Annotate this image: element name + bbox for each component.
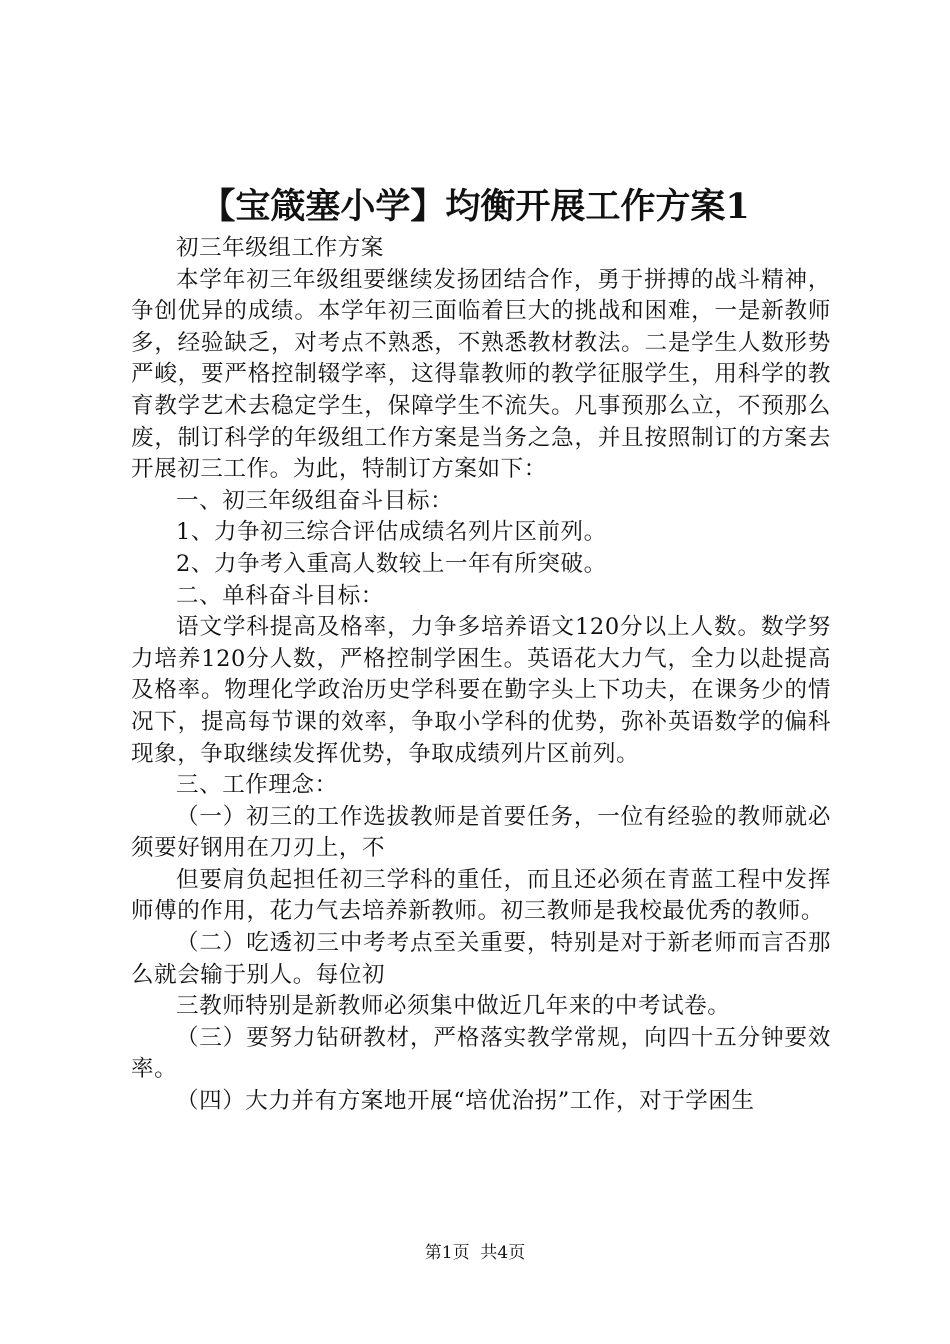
paragraph: 一、初三年级组奋斗目标： — [176, 487, 454, 514]
paragraph: （二）吃透初三中考考点至关重要，特别是对于新老师而言否那么就会输于别人。每位初 — [131, 930, 831, 988]
paragraph: 本学年初三年级组要继续发扬团结合作，勇于拼搏的战斗精神，争创优异的成绩。本学年初三面临着巨大的挑战和困难，一是新教师多，经验缺乏，对考点不熟悉，不熟悉教材教法。二是学生人数形势严峻，要严格控制辍学率，这得靠教师的教学征服学生，用科学的教育教学艺术去稳定学生，保障学生不流失。凡事预那么立，不预那么废，制订科学的年级组工作方案是当务之急，并且按照制订的方案去开展初三工作。为此，特制订方案如下： — [131, 266, 831, 483]
page-total: 共4页 — [480, 1243, 526, 1263]
paragraph: 三教师特别是新教师必须集中做近几年来的中考试卷。 — [176, 993, 731, 1020]
document-title: 【宝箴塞小学】均衡开展工作方案1 — [200, 186, 750, 227]
paragraph: 语文学科提高及格率，力争多培养语文120分以上人数。数学努力培养120分人数，严格控制学困生。英语花大力气，全力以赴提高及格率。物理化学政治历史学科要在勤字头上下功夫，在课务少的情况下，提高每节课的效率，争取小学科的优势，弥补英语数学的偏科现象，争取继续发挥优势，争取成绩列片区前列。 — [131, 614, 831, 767]
paragraph: （三）要努力钻研教材，严格落实教学常规，向四十五分钟要效率。 — [131, 1024, 831, 1083]
paragraph: 初三年级组工作方案 — [176, 235, 384, 261]
page-footer — [0, 1241, 950, 1265]
page-number: 第1页 — [424, 1243, 470, 1263]
paragraph: （四）大力并有方案地开展“培优治拐”工作，对于学困生 — [176, 1088, 755, 1115]
paragraph: 2、力争考入重高人数较上一年有所突破。 — [176, 550, 607, 577]
document-body — [131, 233, 831, 1118]
paragraph: 二、单科奋斗目标： — [176, 582, 384, 609]
paragraph: （一）初三的工作选拔教师是首要任务，一位有经验的教师就必须要好钢用在刀刃上，不 — [131, 803, 831, 862]
paragraph: 三、工作理念： — [176, 772, 338, 799]
paragraph: 但要肩负起担任初三学科的重任，而且还必须在青蓝工程中发挥师傅的作用，花力气去培养新教师。初三教师是我校最优秀的教师。 — [131, 866, 831, 925]
paragraph: 1、力争初三综合评估成绩名列片区前列。 — [176, 519, 607, 546]
